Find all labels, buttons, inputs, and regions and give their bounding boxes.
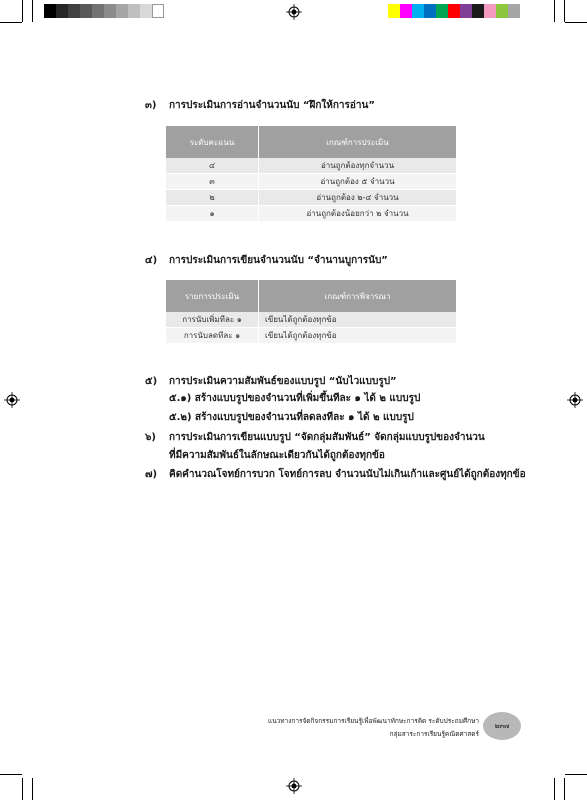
table-row (166, 328, 456, 344)
item-cell: การนับลดทีละ ๑ (166, 328, 259, 344)
page-number-badge (483, 712, 521, 740)
crop-mark (0, 774, 22, 775)
color-swatch (128, 4, 140, 18)
section-7-number: ๗) (145, 469, 158, 480)
column-header-score: ระดับคะแนน (166, 126, 259, 158)
footer-subject: กลุ่มสาระการเรียนรู้คณิตศาสตร์ (389, 730, 479, 738)
section-4-title: การประเมินการเขียนจำนวนนับ “จำนานบูการนับ” (169, 255, 388, 266)
crop-mark (32, 0, 33, 22)
color-swatch (496, 4, 508, 18)
crop-mark (22, 0, 23, 22)
score-cell: ๓ (166, 174, 259, 190)
section-7-line-1: คิดคำนวณโจทย์การบวก โจทย์การลบ จำนวนนับไม่เกินเก้าและศูนย์ได้ถูกต้องทุกข้อ (169, 469, 526, 480)
color-swatch (508, 4, 520, 18)
color-swatch (412, 4, 424, 18)
item-cell: การนับเพิ่มทีละ ๑ (166, 312, 259, 328)
criteria-cell: เขียนได้ถูกต้องทุกข้อ (259, 312, 457, 328)
section-6-number: ๖) (145, 432, 156, 443)
criteria-cell: อ่านถูกต้องน้อยกว่า ๒ จำนวน (259, 206, 457, 222)
section-5-title: การประเมินความสัมพันธ์ของแบบรูป “นับไวแบบรูป” (169, 376, 397, 387)
crop-mark (0, 22, 22, 23)
table-row (166, 174, 456, 190)
writing-assessment-table (166, 280, 456, 344)
reading-assessment-table (166, 126, 456, 222)
color-swatch (80, 4, 92, 18)
color-swatch (424, 4, 436, 18)
crop-mark (564, 0, 565, 22)
section-3-number: ๓) (145, 100, 157, 111)
crop-mark (564, 778, 565, 800)
section-5-sub-1: ๕.๑) สร้างแบบรูปของจำนวนที่เพิ่มขึ้นทีละ ๑ ได้ ๒ แบบรูป (169, 393, 421, 404)
color-swatch (436, 4, 448, 18)
criteria-cell: อ่านถูกต้องทุกจำนวน (259, 158, 457, 174)
registration-mark-left-icon (4, 392, 20, 408)
table-row (166, 158, 456, 174)
section-6-heading (145, 430, 485, 445)
criteria-cell: เขียนได้ถูกต้องทุกข้อ (259, 328, 457, 344)
color-swatch (400, 4, 412, 18)
color-swatch (68, 4, 80, 18)
column-header-item: รายการประเมิน (166, 280, 259, 312)
crop-mark (565, 22, 587, 23)
color-swatch (44, 4, 56, 18)
color-swatch (104, 4, 116, 18)
score-cell: ๒ (166, 190, 259, 206)
section-6-line-1: การประเมินการเขียนแบบรูป “จัดกลุ่มสัมพันธ์” จัดกลุ่มแบบรูปของจำนวน (169, 432, 485, 443)
section-3-heading (145, 98, 375, 113)
score-cell: ๑ (166, 206, 259, 222)
color-swatch (152, 4, 164, 18)
section-5-sub-2: ๕.๒) สร้างแบบรูปของจำนวนที่ลดลงทีละ ๑ ได้ ๒ แบบรูป (169, 412, 414, 423)
column-header-criteria: เกณฑ์การพิจารณา (259, 280, 457, 312)
section-3-title: การประเมินการอ่านจำนวนนับ “ฝึกให้การอ่าน” (169, 100, 375, 111)
page-number: ๒๓๗ (494, 721, 510, 730)
color-swatch (448, 4, 460, 18)
grayscale-color-bar (44, 4, 164, 18)
crop-mark (565, 774, 587, 775)
section-5-number: ๕) (145, 376, 158, 387)
color-swatch (388, 4, 400, 18)
table-row (166, 206, 456, 222)
column-header-criteria: เกณฑ์การประเมิน (259, 126, 457, 158)
table-row (166, 312, 456, 328)
section-4-number: ๔) (145, 255, 158, 266)
crop-mark (22, 778, 23, 800)
crop-mark (554, 778, 555, 800)
table-row (166, 190, 456, 206)
section-7-heading (145, 467, 526, 482)
section-4-heading (145, 253, 388, 268)
registration-mark-right-icon (567, 392, 583, 408)
section-6-line-2: ที่มีความสัมพันธ์ในลักษณะเดียวกันได้ถูกต้องทุกข้อ (169, 450, 385, 461)
color-swatch (92, 4, 104, 18)
criteria-cell: อ่านถูกต้อง ๕ จำนวน (259, 174, 457, 190)
criteria-cell: อ่านถูกต้อง ๒-๔ จำนวน (259, 190, 457, 206)
score-cell: ๔ (166, 158, 259, 174)
registration-mark-bottom-icon (286, 778, 302, 794)
color-swatch (56, 4, 68, 18)
color-swatch (472, 4, 484, 18)
footer-book-title: แนวทางการจัดกิจกรรมการเรียนรู้เพื่อพัฒนาทักษะการคิด ระดับประถมศึกษา (268, 717, 479, 725)
color-swatch (484, 4, 496, 18)
crop-mark (32, 778, 33, 800)
section-5-heading (145, 374, 397, 389)
color-swatch (140, 4, 152, 18)
registration-mark-top-icon (286, 4, 302, 20)
color-swatch (116, 4, 128, 18)
color-swatch (460, 4, 472, 18)
crop-mark (554, 0, 555, 22)
process-color-bar (388, 4, 520, 18)
